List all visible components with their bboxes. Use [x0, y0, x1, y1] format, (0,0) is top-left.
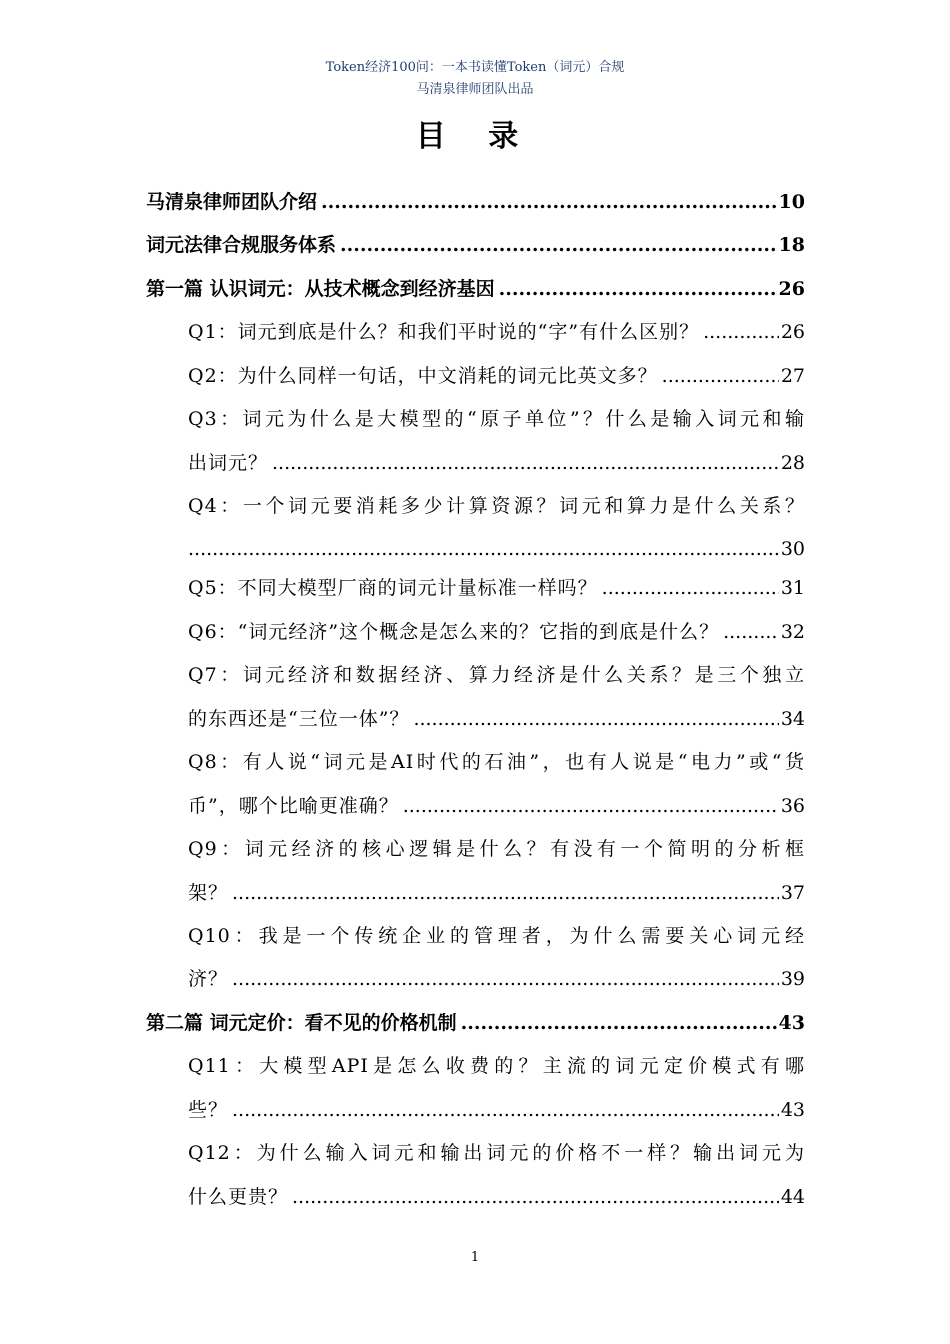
toc-entry-title-line1: Q10：我是一个传统企业的管理者，为什么需要关心词元经: [188, 925, 805, 947]
toc-leader-dots: [703, 318, 779, 346]
toc-entry-team-intro[interactable]: [146, 188, 805, 216]
running-header-author: 马清泉律师团队出品: [416, 82, 534, 97]
toc-entry-q1[interactable]: [188, 318, 805, 346]
toc-entry-q2[interactable]: [188, 362, 805, 390]
toc-entry-q9[interactable]: [188, 835, 805, 863]
toc-leader-dots: [602, 574, 779, 602]
toc-leader-dots: [662, 362, 779, 390]
toc-entry-q12-continuation[interactable]: [188, 1183, 805, 1211]
toc-leader-dots: [461, 1009, 777, 1037]
toc-entry-q11[interactable]: [188, 1052, 805, 1080]
toc-entry-title-line2: 些？: [188, 1099, 229, 1121]
toc-entry-q10-continuation[interactable]: [188, 965, 805, 993]
toc-leader-dots: [232, 879, 779, 907]
toc-entry-page: 32: [780, 621, 805, 643]
toc-entry-q3[interactable]: [188, 405, 805, 433]
toc-entry-page: 43: [780, 1099, 805, 1121]
running-header-title: Token经济100问：一本书读懂Token（词元）合规: [325, 60, 625, 75]
toc-entry-service-system[interactable]: [146, 231, 805, 259]
toc-entry-page: 31: [780, 577, 805, 599]
toc-leader-dots: [292, 1183, 779, 1211]
toc-leader-dots: [499, 275, 777, 303]
toc-entry-title-line1: Q11：大模型API是怎么收费的？主流的词元定价模式有哪: [188, 1055, 805, 1077]
toc-entry-page: 30: [780, 538, 805, 560]
toc-entry-page: 44: [780, 1186, 805, 1208]
toc-entry-title: Q6：“词元经济”这个概念是怎么来的？它指的到底是什么？: [188, 621, 720, 643]
toc-entry-title-line1: Q12：为什么输入词元和输出词元的价格不一样？输出词元为: [188, 1142, 805, 1164]
toc-entry-title: 词元法律合规服务体系: [146, 234, 337, 256]
toc-entry-title-line1: Q8：有人说“词元是AI时代的石油”，也有人说是“电力”或“货: [188, 751, 805, 773]
toc-leader-dots: [232, 965, 779, 993]
toc-leader-dots: [232, 1096, 779, 1124]
toc-entry-title-line1: Q7：词元经济和数据经济、算力经济是什么关系？是三个独立: [188, 664, 805, 686]
toc-entry-page: 37: [780, 882, 805, 904]
toc-entry-q6[interactable]: [188, 618, 805, 646]
toc-entry-title-line2: 币”，哪个比喻更准确？: [188, 795, 399, 817]
toc-entry-title-line1: Q3：词元为什么是大模型的“原子单位”？什么是输入词元和输: [188, 408, 805, 430]
toc-entry-q12[interactable]: [188, 1139, 805, 1167]
toc-leader-dots: [272, 449, 779, 477]
toc-entry-page: 39: [780, 968, 805, 990]
toc-entry-q9-continuation[interactable]: [188, 879, 805, 907]
toc-entry-title: 马清泉律师团队介绍: [146, 191, 318, 213]
toc-entry-title-line2: 出词元？: [188, 452, 269, 474]
toc-leader-dots: [413, 705, 778, 733]
toc-entry-title-line1: Q4：一个词元要消耗多少计算资源？词元和算力是什么关系？: [188, 495, 805, 517]
toc-entry-title-line2: 的东西还是“三位一体”？: [188, 708, 410, 730]
toc-entry-page: 26: [780, 321, 805, 343]
toc-entry-page: 36: [780, 795, 805, 817]
toc-title: 目 录: [415, 119, 535, 154]
toc-entry-q8-continuation[interactable]: [188, 792, 805, 820]
toc-leader-dots: [723, 618, 779, 646]
toc-entry-title-line2: 什么更贵？: [188, 1186, 289, 1208]
toc-entry-part-two[interactable]: [146, 1009, 805, 1037]
toc-entry-title-line1: Q9：词元经济的核心逻辑是什么？有没有一个简明的分析框: [188, 838, 805, 860]
toc-entry-q10[interactable]: [188, 922, 805, 950]
toc-entry-q5[interactable]: [188, 574, 805, 602]
toc-entry-title-line2: 济？: [188, 968, 229, 990]
toc-entry-q8[interactable]: [188, 748, 805, 776]
toc-entry-q7[interactable]: [188, 661, 805, 689]
toc-entry-title: Q1：词元到底是什么？和我们平时说的“字”有什么区别？: [188, 321, 700, 343]
toc-entry-q4-continuation[interactable]: [188, 535, 805, 563]
toc-entry-q3-continuation[interactable]: [188, 449, 805, 477]
toc-entry-q4[interactable]: [188, 492, 805, 520]
toc-leader-dots: [340, 231, 777, 259]
page-number: 1: [470, 1250, 480, 1265]
toc-entry-title: Q5：不同大模型厂商的词元计量标准一样吗？: [188, 577, 598, 599]
toc-leader-dots: [188, 535, 779, 563]
toc-entry-q11-continuation[interactable]: [188, 1096, 805, 1124]
toc-entry-title: 第二篇 词元定价：看不见的价格机制: [146, 1012, 457, 1034]
toc-entry-title: Q2：为什么同样一句话，中文消耗的词元比英文多？: [188, 365, 658, 387]
toc-entry-page: 34: [780, 708, 805, 730]
toc-entry-q7-continuation[interactable]: [188, 705, 805, 733]
toc-entry-page: 27: [780, 365, 805, 387]
toc-entry-page: 26: [778, 278, 805, 300]
toc-entry-part-one[interactable]: [146, 275, 805, 303]
toc-entry-title: 第一篇 认识词元：从技术概念到经济基因: [146, 278, 495, 300]
toc-entry-title-line2: 架？: [188, 882, 229, 904]
toc-leader-dots: [321, 188, 777, 216]
toc-entry-page: 18: [778, 234, 805, 256]
toc-entry-page: 28: [780, 452, 805, 474]
toc-leader-dots: [403, 792, 779, 820]
toc-entry-page: 10: [778, 191, 805, 213]
toc-entry-page: 43: [778, 1012, 805, 1034]
